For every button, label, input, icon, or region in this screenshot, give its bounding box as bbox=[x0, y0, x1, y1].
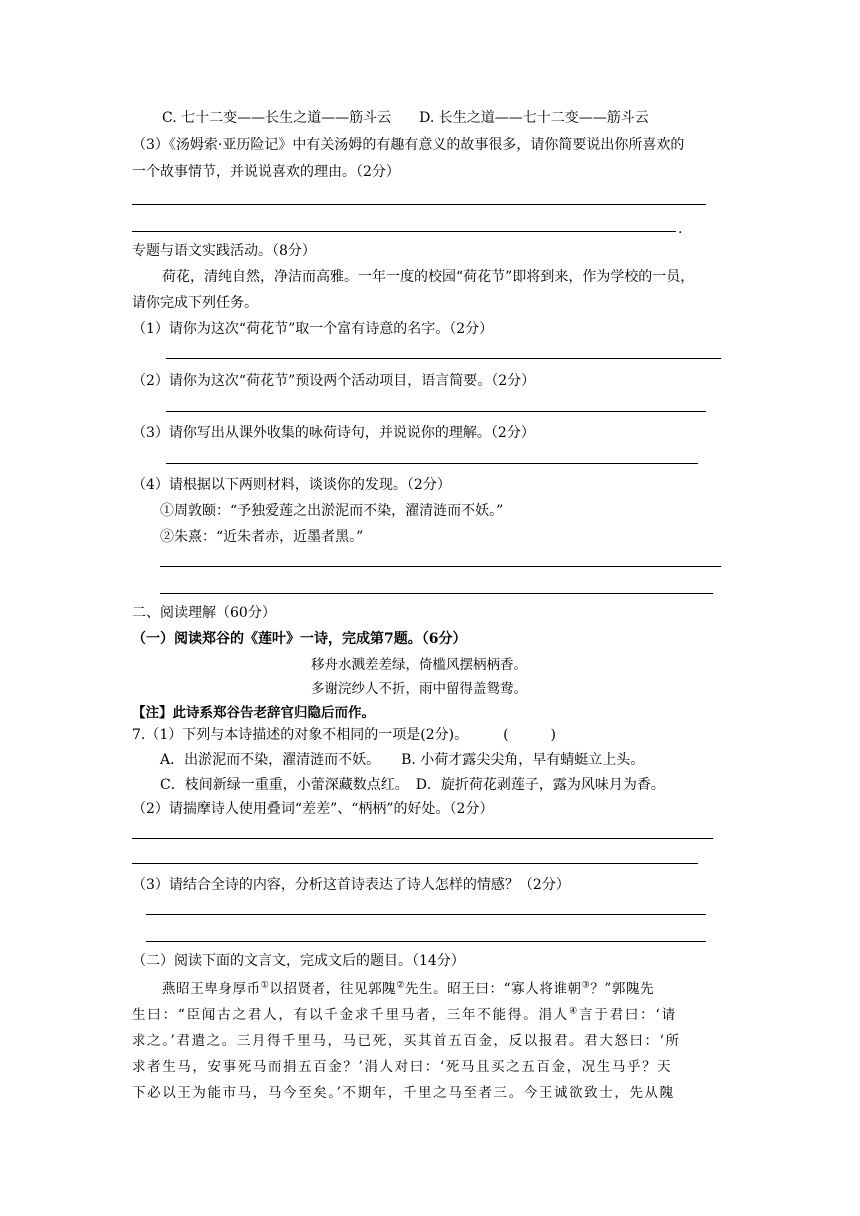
poem-note: 【注】此诗系郑谷告老辞官归隐后而作。 bbox=[132, 705, 375, 721]
subsection-heading-poem: （一）阅读郑谷的《莲叶》一诗，完成第7题。（6分） bbox=[132, 631, 467, 647]
paragraph-lotus-intro-cont: 请你完成下列任务。 bbox=[132, 295, 258, 311]
task-4-text: （4）请根据以下两则材料，谈谈你的发现。（2分） bbox=[132, 477, 451, 493]
answer-line[interactable] bbox=[146, 941, 706, 942]
question-3-text-cont: 一个故事情节，并说说喜欢的理由。（2分） bbox=[132, 164, 400, 180]
question-3-text: （3）《汤姆索·亚历险记》中有关汤姆的有趣有意义的故事很多，请你简要说出你所喜欢的 bbox=[132, 137, 685, 153]
footnote-marker: ② bbox=[396, 980, 405, 991]
section-heading-practice: 专题与语文实践活动。（8分） bbox=[132, 243, 316, 259]
poem-line-1: 移舟水溅差差绿，倚槛风摆柄柄香。 bbox=[311, 657, 527, 673]
option-line-ab: A．出淤泥而不染，濯清涟而不妖。 B. 小荷才露尖尖角，早有蜻蜓立上头。 bbox=[160, 752, 645, 768]
classical-text-line-3: 求之。’君遣之。三月得千里马，马已死，买其首五百金，反以报君。君大怒曰：‘所 bbox=[132, 1033, 681, 1049]
answer-line[interactable] bbox=[166, 463, 698, 464]
question-7-2-text: （2）请揣摩诗人使用叠词“差差”、“柄柄”的好处。（2分） bbox=[132, 801, 494, 817]
task-1-text: （1）请你为这次“荷花节”取一个富有诗意的名字。（2分） bbox=[132, 321, 494, 337]
footnote-marker: ① bbox=[260, 980, 270, 991]
answer-line-period: . bbox=[678, 221, 683, 237]
question-7-1-text: 7.（1）下列与本诗描述的对象不相同的一项是(2分)。 ( ) bbox=[132, 727, 557, 743]
classical-text-line-4: 求者生马，安事死马而捐五百金？’涓人对曰：‘死马且买之五百金，况生马乎？天 bbox=[132, 1059, 673, 1075]
option-line-cd: C．枝间新绿一重重，小蕾深藏数点红。 D．旋折荷花剥莲子，露为风味月为香。 bbox=[160, 777, 665, 793]
classical-text-line-1: 燕昭王卑身厚币①以招贤者，往见郭隗②先生。昭王曰：“寡人将谁朝③？”郭隗先 bbox=[162, 980, 655, 997]
footnote-marker: ③ bbox=[581, 980, 591, 991]
question-7-3-text: （3）请结合全诗的内容，分析这首诗表达了诗人怎样的情感？（2分） bbox=[132, 877, 570, 893]
poem-line-2: 多谢浣纱人不折，雨中留得盖鸳鸯。 bbox=[311, 681, 527, 697]
classical-text-line-5: 下必以王为能市马，马今至矣。’不期年，千里之马至者三。今王诚欲致士，先从隗 bbox=[132, 1085, 675, 1101]
answer-line[interactable] bbox=[160, 566, 721, 567]
task-3-text: （3）请你写出从课外收集的咏荷诗句，并说说你的理解。（2分） bbox=[132, 425, 535, 441]
answer-line[interactable] bbox=[132, 204, 706, 205]
answer-line[interactable] bbox=[132, 231, 676, 232]
answer-line[interactable] bbox=[132, 838, 713, 839]
paragraph-lotus-intro: 荷花，清纯自然，净洁而高雅。一年一度的校园“荷花节”即将到来，作为学校的一员， bbox=[162, 269, 695, 285]
answer-line[interactable] bbox=[132, 863, 698, 864]
option-line-cd: C. 七十二变——长生之道——筋斗云 D. 长生之道——七十二变——筋斗云 bbox=[162, 110, 649, 126]
footnote-marker: ④ bbox=[569, 1006, 579, 1017]
material-2-quote: ②朱熹：“近朱者赤，近墨者黑。” bbox=[160, 529, 364, 545]
task-2-text: （2）请你为这次“荷花节”预设两个活动项目，语言简要。（2分） bbox=[132, 373, 536, 389]
section-heading-reading: 二、阅读理解（60分） bbox=[132, 605, 276, 621]
answer-line[interactable] bbox=[160, 593, 713, 594]
answer-line[interactable] bbox=[146, 914, 706, 915]
classical-text-line-2: 生曰：“臣闻古之君人，有以千金求千里马者，三年不能得。涓人④言于君曰：‘请 bbox=[132, 1006, 677, 1023]
answer-line[interactable] bbox=[166, 411, 706, 412]
answer-line[interactable] bbox=[166, 358, 721, 359]
subsection-heading-classical: （二）阅读下面的文言文，完成文后的题目。（14分） bbox=[132, 953, 465, 969]
material-1-quote: ①周敦颐：“予独爱莲之出淤泥而不染，濯清涟而不妖。” bbox=[160, 503, 504, 519]
